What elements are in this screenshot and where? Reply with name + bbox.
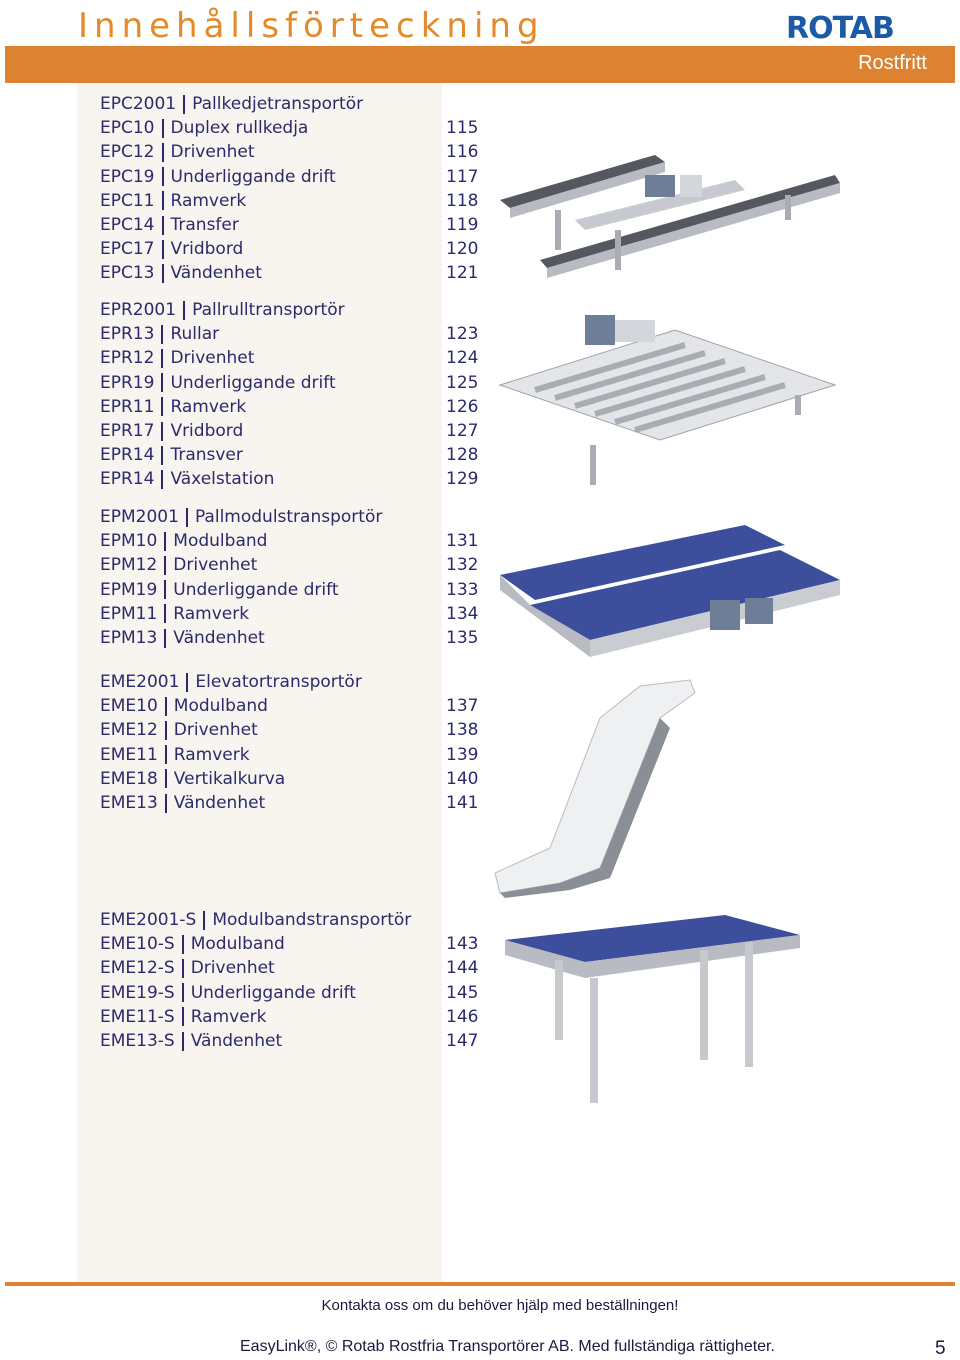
entry-code: EPM2001 (100, 507, 179, 528)
entry-code: EME11 (100, 744, 158, 765)
separator-bar (165, 721, 167, 740)
entry-page-number: 145 (446, 982, 479, 1003)
toc-entry[interactable] (100, 602, 490, 626)
toc-entry[interactable] (100, 626, 490, 650)
entry-page-number: 132 (446, 555, 479, 576)
entry-name: Ramverk (173, 603, 250, 624)
entry-page-number: 116 (446, 142, 479, 163)
entry-name: Vändenhet (190, 1031, 283, 1052)
entry-page-number: 133 (446, 579, 479, 600)
separator-bar (182, 959, 184, 978)
entry-name: Transfer (170, 215, 239, 236)
separator-bar (164, 580, 166, 599)
entry-page-number: 115 (446, 118, 479, 139)
entry-name: Vridbord (170, 239, 244, 260)
entry-name: Drivenhet (173, 555, 258, 576)
entry-code: EPC12 (100, 142, 155, 163)
entry-code: EPM12 (100, 555, 158, 576)
separator-bar (164, 556, 166, 575)
pallet-roller-conveyor-illustration (495, 310, 845, 490)
entry-page-number: 131 (446, 531, 479, 552)
toc-entry[interactable] (100, 981, 490, 1005)
entry-code: EME10-S (100, 934, 175, 955)
entry-name: Ramverk (170, 190, 247, 211)
toc-entry[interactable] (100, 956, 490, 980)
toc-entry[interactable] (100, 932, 490, 956)
entry-name: Pallrulltransportör (192, 300, 345, 321)
entry-page-number: 137 (446, 696, 479, 717)
entry-name: Ramverk (170, 396, 247, 417)
entry-code: EPR12 (100, 348, 155, 369)
entry-name: Underliggande drift (170, 372, 336, 393)
toc-entry[interactable] (100, 189, 490, 213)
toc-section (100, 908, 490, 1053)
separator-bar (161, 422, 163, 441)
entry-code: EPR17 (100, 421, 155, 442)
entry-code: EPC14 (100, 215, 155, 236)
toc-entry[interactable] (100, 791, 490, 815)
entry-page-number: 117 (446, 166, 479, 187)
separator-bar (161, 325, 163, 344)
pallet-chain-conveyor-illustration (495, 150, 845, 285)
entry-code: EME11-S (100, 1006, 175, 1027)
separator-bar (161, 373, 163, 392)
entry-page-number: 134 (446, 603, 479, 624)
separator-bar (186, 673, 188, 692)
separator-bar (164, 604, 166, 623)
entry-code: EPC13 (100, 263, 155, 284)
separator-bar (203, 911, 205, 930)
entry-name: Drivenhet (170, 348, 255, 369)
entry-name: Transver (170, 445, 243, 466)
separator-bar (183, 95, 185, 114)
entry-code: EME2001-S (100, 910, 197, 931)
entry-code: EPR11 (100, 396, 155, 417)
toc-section-heading (100, 670, 490, 694)
entry-name: Pallkedjetransportör (192, 94, 364, 115)
entry-code: EPM19 (100, 579, 158, 600)
page-number: 5 (935, 1338, 946, 1359)
entry-name: Ramverk (190, 1006, 267, 1027)
separator-bar (162, 240, 164, 259)
entry-page-number: 124 (446, 348, 479, 369)
separator-bar (162, 143, 164, 162)
separator-bar (182, 1032, 184, 1051)
toc-entry[interactable] (100, 553, 490, 577)
entry-name: Modulbandstransportör (212, 910, 412, 931)
entry-name: Vändenhet (173, 793, 266, 814)
toc-entry[interactable] (100, 165, 490, 189)
entry-code: EPR13 (100, 324, 155, 345)
entry-name: Modulband (190, 934, 285, 955)
entry-name: Drivenhet (173, 720, 258, 741)
separator-bar (165, 697, 167, 716)
toc-entry[interactable] (100, 578, 490, 602)
entry-code: EPC2001 (100, 94, 177, 115)
separator-bar (165, 794, 167, 813)
separator-bar (164, 532, 166, 551)
entry-page-number: 140 (446, 768, 479, 789)
entry-name: Vridbord (170, 421, 244, 442)
page-title: Innehållsförteckning (78, 6, 545, 46)
entry-page-number: 135 (446, 628, 479, 649)
entry-page-number: 120 (446, 239, 479, 260)
toc-entry[interactable] (100, 213, 490, 237)
toc-entry[interactable] (100, 371, 490, 395)
entry-name: Drivenhet (190, 958, 275, 979)
entry-page-number: 147 (446, 1031, 479, 1052)
toc-entry[interactable] (100, 743, 490, 767)
entry-name: Drivenhet (170, 142, 255, 163)
entry-page-number: 128 (446, 445, 479, 466)
separator-bar (162, 119, 164, 138)
entry-name: Modulband (173, 696, 268, 717)
entry-name: Pallmodulstransportör (194, 507, 383, 528)
entry-code: EME13 (100, 793, 158, 814)
copyright-text: EasyLink®, © Rotab Rostfria Transportörer AB. Med fullständiga rättigheter. (240, 1338, 775, 1355)
separator-bar (182, 935, 184, 954)
entry-name: Underliggande drift (173, 579, 339, 600)
separator-bar (186, 508, 188, 527)
entry-name: Elevatortransportör (195, 672, 362, 693)
separator-bar (161, 446, 163, 465)
separator-bar (162, 216, 164, 235)
footer-divider (5, 1282, 955, 1286)
entry-code: EME13-S (100, 1031, 175, 1052)
entry-name: Rullar (170, 324, 220, 345)
entry-code: EME2001 (100, 672, 180, 693)
toc-entry[interactable] (100, 322, 490, 346)
separator-bar (165, 745, 167, 764)
elevator-conveyor-illustration (490, 678, 700, 898)
toc-section-heading (100, 908, 490, 932)
toc-entry[interactable] (100, 467, 490, 491)
entry-code: EPR2001 (100, 300, 177, 321)
entry-page-number: 138 (446, 720, 479, 741)
entry-code: EPM10 (100, 531, 158, 552)
entry-code: EME12-S (100, 958, 175, 979)
header-banner (5, 46, 955, 83)
entry-name: Vändenhet (170, 263, 262, 284)
entry-code: EPC10 (100, 118, 155, 139)
toc-section-heading (100, 505, 490, 529)
entry-page-number: 121 (446, 263, 479, 284)
toc-section (100, 92, 490, 286)
entry-name: Modulband (173, 531, 268, 552)
entry-name: Växelstation (170, 469, 275, 490)
banner-label: Rostfritt (858, 52, 927, 74)
separator-bar (162, 264, 164, 283)
entry-code: EME10 (100, 696, 158, 717)
entry-name: Underliggande drift (170, 166, 336, 187)
separator-bar (161, 349, 163, 368)
entry-page-number: 143 (446, 934, 479, 955)
separator-bar (182, 983, 184, 1002)
separator-bar (161, 397, 163, 416)
separator-bar (162, 167, 164, 186)
entry-code: EPR14 (100, 445, 155, 466)
toc-section (100, 670, 490, 815)
toc-entry[interactable] (100, 443, 490, 467)
entry-page-number: 125 (446, 372, 479, 393)
entry-code: EPC19 (100, 166, 155, 187)
separator-bar (164, 629, 166, 648)
toc-entry[interactable] (100, 529, 490, 553)
entry-page-number: 129 (446, 469, 479, 490)
toc-entry[interactable] (100, 1029, 490, 1053)
entry-code: EPR14 (100, 469, 155, 490)
separator-bar (182, 1007, 184, 1026)
separator-bar (165, 769, 167, 788)
toc-entry[interactable] (100, 116, 490, 140)
entry-code: EME18 (100, 768, 158, 789)
toc-entry[interactable] (100, 140, 490, 164)
separator-bar (162, 191, 164, 210)
entry-code: EPM11 (100, 603, 158, 624)
separator-bar (183, 301, 185, 320)
toc-entry[interactable] (100, 767, 490, 791)
entry-page-number: 139 (446, 744, 479, 765)
modular-belt-conveyor-illustration (495, 910, 805, 1110)
entry-page-number: 126 (446, 396, 479, 417)
entry-code: EPR19 (100, 372, 155, 393)
entry-code: EPC11 (100, 190, 155, 211)
entry-code: EPM13 (100, 628, 158, 649)
toc-entry[interactable] (100, 346, 490, 370)
toc-entry[interactable] (100, 1005, 490, 1029)
entry-code: EME19-S (100, 982, 175, 1003)
toc-section (100, 298, 490, 492)
entry-page-number: 144 (446, 958, 479, 979)
entry-page-number: 146 (446, 1006, 479, 1027)
entry-name: Duplex rullkedja (170, 118, 309, 139)
entry-name: Underliggande drift (190, 982, 356, 1003)
toc-section (100, 505, 490, 650)
svg-text:ROTAB: ROTAB (786, 11, 894, 44)
toc-entry[interactable] (100, 395, 490, 419)
entry-name: Vändenhet (173, 628, 265, 649)
separator-bar (161, 470, 163, 489)
entry-name: Ramverk (173, 744, 250, 765)
entry-page-number: 127 (446, 421, 479, 442)
pallet-modular-conveyor-illustration (495, 520, 855, 665)
entry-code: EPC17 (100, 239, 155, 260)
toc-entry[interactable] (100, 261, 490, 285)
toc-section-heading (100, 92, 490, 116)
entry-code: EME12 (100, 720, 158, 741)
contact-text: Kontakta oss om du behöver hjälp med beställningen! (321, 1297, 679, 1314)
toc-entry[interactable] (100, 237, 490, 261)
toc-entry[interactable] (100, 419, 490, 443)
entry-page-number: 141 (446, 793, 479, 814)
entry-page-number: 123 (446, 324, 479, 345)
toc-entry[interactable] (100, 694, 490, 718)
entry-name: Vertikalkurva (173, 768, 286, 789)
toc-entry[interactable] (100, 718, 490, 742)
rotab-logo (784, 8, 934, 44)
entry-page-number: 119 (446, 215, 479, 236)
toc-section-heading (100, 298, 490, 322)
entry-page-number: 118 (446, 190, 479, 211)
